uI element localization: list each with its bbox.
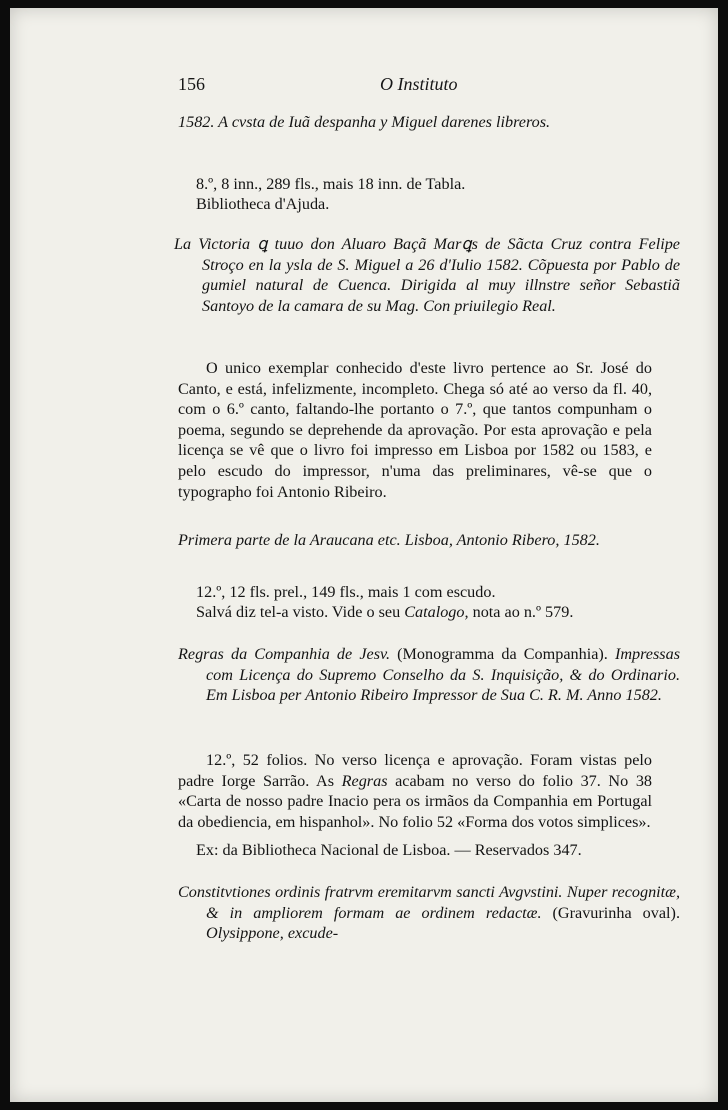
constitutiones-engraving: (Gravurinha oval). [541, 903, 680, 922]
regras-note-b: acabam no verso do folio 37. No 38 «Carta de nosso padre Inacio pera os irmãos da Companhia em Portugal da obediencia, em hispanhol». No folio 52 «Forma dos votos simplices». [178, 771, 653, 831]
running-header [178, 74, 652, 98]
entry-3-title: Primera parte de la Araucana etc. Lisboa, Antonio Ribero, 1582. [178, 531, 600, 549]
entry-1-details: 8.º, 8 inn., 289 fls., mais 18 inn. de Tabla. [196, 175, 466, 193]
entry-2-note: O unico exemplar conhecido d'este livro pertence ao Sr. José do Canto, e está, infelizmente, incompleto. Chega só até ao verso da fl. 40, com o 6.º canto, faltando-lhe portanto o 7.º, que tantos compunham o poema, segundo se deprehende da aprovação. Por esta aprovação e pela licença se vê que o livro foi impresso em Lisboa por 1582 ou 1583, e pelo escudo do impressor, n'uma das preliminares, vê-se que o typographo foi Antonio Ribeiro. [178, 359, 652, 501]
regras-monogram: (Monogramma da Companhia). [390, 645, 615, 663]
regras-word: Regras [341, 771, 388, 790]
book-page [10, 8, 718, 1102]
entry-5-title [178, 882, 680, 944]
entry-3-salva [178, 602, 652, 623]
entry-4-title [178, 644, 680, 706]
salva-text: Salvá diz tel-a visto. Vide o seu [196, 603, 405, 621]
constitutiones-imprint: Olysippone, excude- [206, 924, 339, 943]
running-title: O Instituto [380, 74, 458, 94]
entry-2-title: La Victoria ꝗ tuuo don Aluaro Baçã Marꝗs de Sãcta Cruz contra Felipe Stroço en la ysla de S. Miguel a 26 d'Iulio 1582. Cõpuesta por Pablo de gumiel natural de Cuenca. Dirigida al muy illnstre señor Sebastiã Santoyo de la camara de su Mag. Con priuilegio Real. [174, 235, 680, 315]
entry-3-details: 12.º, 12 fls. prel., 149 fls., mais 1 com escudo. [196, 583, 496, 601]
entry-1-title: 1582. A cvsta de Iuã despanha y Miguel darenes libreros. [178, 113, 551, 131]
page-number: 156 [178, 74, 205, 94]
catalogo-ref: Catalogo, [404, 603, 469, 621]
entry-1-library: Bibliotheca d'Ajuda. [196, 195, 330, 213]
entry-4-exemplar: Ex: da Bibliotheca Nacional de Lisboa. — Reservados 347. [196, 841, 582, 859]
regras-title: Regras da Companhia de Jesv. [178, 645, 391, 663]
salva-note: nota ao n.º 579. [468, 603, 574, 621]
regras-note-a: 12.º, 52 folios. No verso licença e aprovação. Foram vistas pelo padre Iorge Sarrão. As [178, 751, 652, 790]
regras-imprint: Impressas com Licença do Supremo Conselho da S. Inquisição, & do Ordinario. Em Lisboa per Antonio Ribeiro Impressor de Sua C. R. M. Anno 1582. [206, 645, 680, 705]
entry-4-note [178, 750, 652, 832]
constitutiones-title: Constitvtiones ordinis fratrvm eremitarvm sancti Avgvstini. Nuper recognitæ, & in ampliorem formam ae ordinem redactæ. [178, 883, 680, 922]
